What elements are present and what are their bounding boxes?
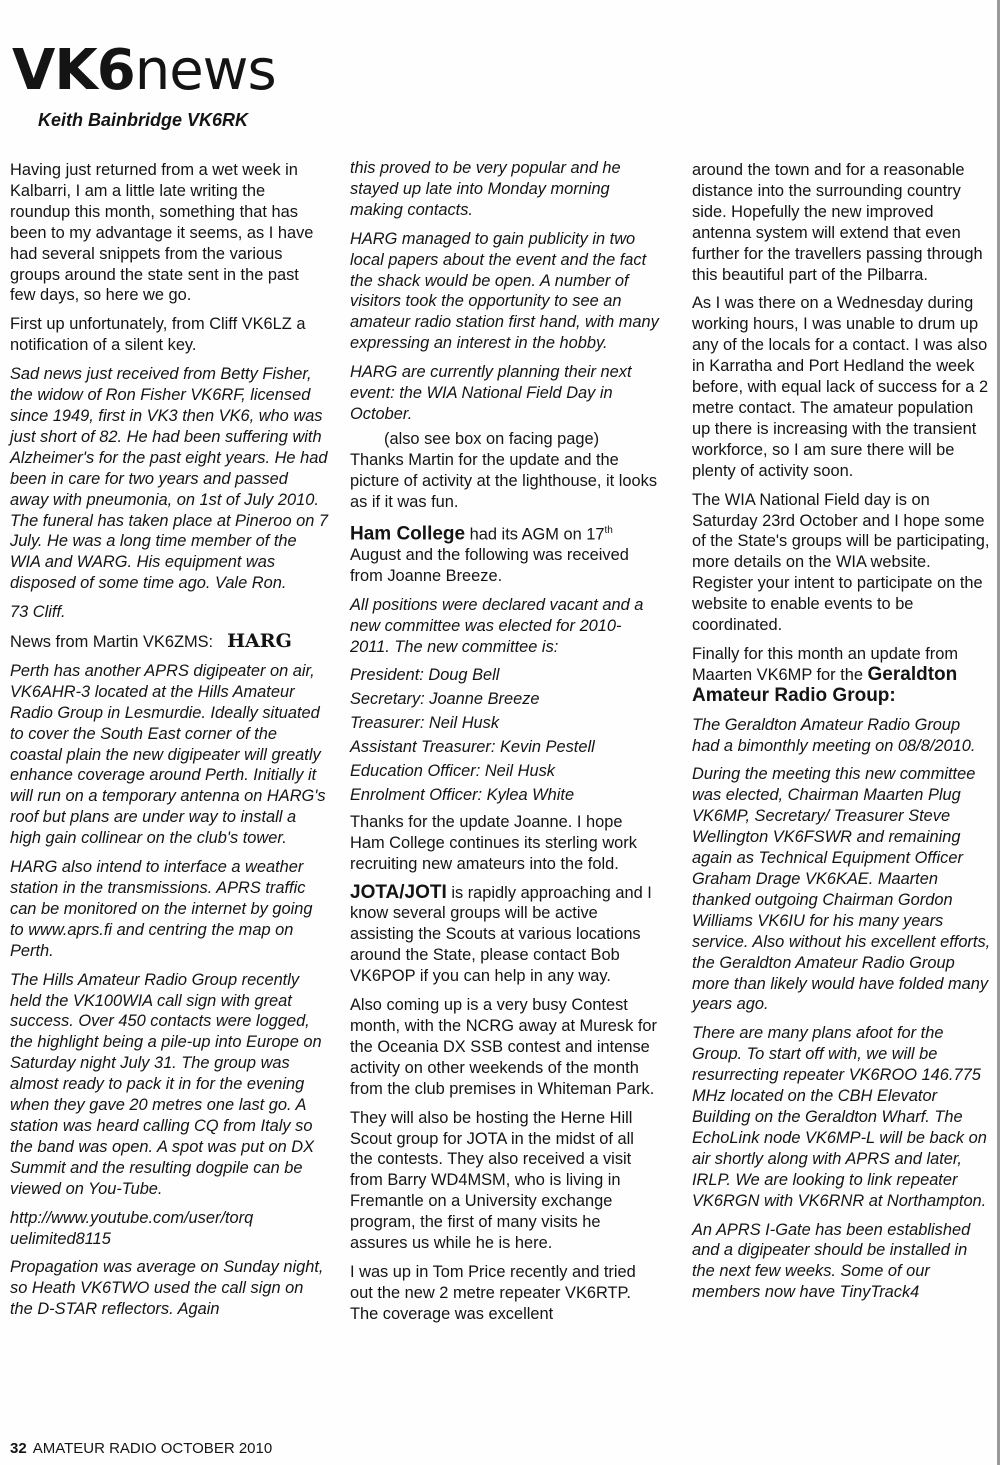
list-item: Assistant Treasurer: Kevin Pestell: [350, 738, 595, 757]
committee-list: [350, 665, 660, 805]
paragraph: They will also be hosting the Herne Hill Scout group for JOTA in the midst of all the contests. They also received a visit from Barry WD4MSM, who is living in Fremantle on a University exchange program, the first of many visits he assures us while he is here.: [350, 1108, 634, 1253]
list-item: Secretary: Joanne Breeze: [350, 690, 540, 709]
superscript: th: [604, 524, 613, 536]
text: Finally for this month an update from Maarten VK6MP for the: [692, 644, 959, 684]
page-number: 32: [10, 1440, 27, 1457]
text: August and the following was received from Joanne Breeze.: [350, 545, 629, 585]
lead-text: News from Martin VK6ZMS:: [10, 633, 214, 652]
paragraph: 73 Cliff.: [10, 603, 66, 622]
masthead-vk6: VK6: [12, 38, 135, 103]
paragraph: I was up in Tom Price recently and tried out the new 2 metre repeater VK6RTP. The coverage was excellent: [350, 1262, 636, 1323]
paragraph: All positions were declared vacant and a new committee was elected for 2010-2011. The new committee is:: [350, 595, 644, 656]
paragraph: HARG are currently planning their next event: the WIA National Field Day in October.: [350, 363, 632, 423]
paragraph: The Geraldton Amateur Radio Group had a bimonthly meeting on 08/8/2010.: [692, 715, 976, 755]
paragraph: Thanks for the update Joanne. I hope Ham College continues its sterling work recruiting new amateurs into the fold.: [350, 812, 637, 873]
paragraph: Also coming up is a very busy Contest month, with the NCRG away at Muresk for the Oceania DX SSB contest and intense activity on other weekends of the month from the club premises in Whiteman Park.: [350, 996, 657, 1098]
list-item: Education Officer: Neil Husk: [350, 762, 555, 781]
youtube-link[interactable]: http://www.youtube.com/user/torquelimited8115: [10, 1208, 254, 1248]
paragraph: HARG managed to gain publicity in two local papers about the event and the fact the shack would be open. A number of visitors took the opportunity to see an amateur radio station first hand, with many expressing an interest in the hobby.: [350, 229, 659, 353]
masthead: [12, 38, 276, 103]
text: is rapidly approaching and I know several groups will be active assisting the Scouts at various locations around the State, please contact Bob VK6POP if you can help in any way.: [350, 883, 652, 986]
column-2: [350, 158, 660, 1333]
paragraph: During the meeting this new committee was elected, Chairman Maarten Plug VK6MP, Secretary/ Treasurer Steve Wellington VK6FSWR and remaining again as Technical Equipment Officer Graham Drage VK6KAE. Maarten thanked outgoing Chairman Gordon Williams VK6IU for his many years service. Also without his excellent efforts, the Geraldton Amateur Radio Group more than likely would have folded many years ago.: [692, 765, 991, 1014]
paragraph: An APRS I-Gate has been established and a digipeater should be installed in the next few weeks. Some of our members now have TinyTrack4: [692, 1220, 971, 1302]
text: had its AGM on 17: [465, 524, 605, 543]
paragraph: Sad news just received from Betty Fisher, the widow of Ron Fisher VK6RF, licensed since 1949, first in VK3 then VK6, who was just short of 82. He had been suffering with Alzheimer's for the past eight years. He had been in care for two years and passed away with pneumonia, on 1st of July 2010. The funeral has taken place at Pineroo on 7 July. He was a long time member of the WIA and WARG. His equipment was disposed of some time ago. Vale Ron.: [10, 365, 329, 593]
paragraph-jota: [350, 883, 660, 988]
harg-heading: HARG: [227, 630, 292, 653]
paragraph: Thanks Martin for the update and the picture of activity at the lighthouse, it looks as if it was fun.: [350, 450, 658, 511]
list-item: Enrolment Officer: Kylea White: [350, 785, 575, 804]
masthead-news: news: [134, 38, 276, 103]
paragraph-ham-college: [350, 521, 660, 587]
geraldton-heading: Geraldton Amateur Radio Group:: [692, 663, 958, 706]
list-item: Treasurer: Neil Husk: [350, 714, 500, 733]
paragraph: There are many plans afoot for the Group. To start off with, we will be resurrecting repeater VK6ROO 146.775 MHz located on the CBH Elevator Building on the Geraldton Wharf. The EchoLink node VK6MP-L will be back on air shortly along with APRS and later, IRLP. We are looking to link repeater VK6RGN with VK6RNR at Northampton.: [692, 1024, 987, 1210]
ham-college-heading: Ham College: [350, 522, 466, 544]
column-1: [10, 160, 328, 1328]
footer: [10, 1440, 272, 1457]
paragraph: First up unfortunately, from Cliff VK6LZ a notification of a silent key.: [10, 315, 306, 355]
paragraph: Having just returned from a wet week in Kalbarri, I am a little late writing the roundup this month, something that has been to my advantage it seems, as I have had several snippets from the various groups around the state sent in the past few days, so here we go.: [10, 161, 314, 305]
paragraph: HARG also intend to interface a weather station in the transmissions. APRS traffic can be monitored on the internet by going to www.aprs.fi and centring the map on Perth.: [10, 858, 313, 960]
paragraph-box-note: (also see box on facing page): [384, 429, 600, 448]
paragraph: Perth has another APRS digipeater on air, VK6AHR-3 located at the Hills Amateur Radio Group in Lesmurdie. Ideally situated to cover the South East corner of the coastal plain the new digipeater will greatly enhance coverage around Perth. Initially it will run on a temporary antenna on HARG's roof but plans are under way to install a high gain collinear on the club's tower.: [10, 661, 326, 848]
column-3: [692, 160, 992, 1311]
paragraph-harg-lead: [10, 631, 328, 653]
byline: Keith Bainbridge VK6RK: [38, 110, 249, 130]
paragraph-geraldton: [692, 644, 992, 707]
paragraph: As I was there on a Wednesday during working hours, I was unable to drum up any of the locals for a contact. I was also in Karratha and Port Hedland the week before, with equal lack of success for a 2 metre contact. The amateur population up there is increasing with the transient workforce, so I am sure there will be plenty of activity soon.: [692, 294, 989, 480]
publication-name: AMATEUR RADIO OCTOBER 2010: [32, 1440, 273, 1457]
list-item: President: Doug Bell: [350, 666, 500, 685]
paragraph: The Hills Amateur Radio Group recently held the VK100WIA call sign with great success. Over 450 contacts were logged, the highlight being a pile-up into Europe on Saturday night July 31. The group was almost ready to pack it in for the evening when they gave 20 metres one last go. A station was heard calling CQ from Italy so the band was open. A spot was put on DX Summit and the resulting dogpile can be viewed on You-Tube.: [10, 970, 322, 1198]
paragraph: around the town and for a reasonable distance into the surrounding country side. Hopefully the new improved antenna system will extend that even further for the travellers passing through this beautiful part of the Pilbarra.: [692, 161, 983, 284]
jota-heading: JOTA/JOTI: [350, 881, 447, 903]
paragraph: this proved to be very popular and he stayed up late into Monday morning making contacts.: [350, 159, 621, 219]
paragraph: Propagation was average on Sunday night, so Heath VK6TWO used the call sign on the D-STAR reflectors. Again: [10, 1258, 324, 1319]
paragraph: The WIA National Field day is on Saturday 23rd October and I hope some of the State's groups will be participating, more details on the WIA website. Register your intent to participate on the website to enable events to be coordinated.: [692, 490, 990, 635]
